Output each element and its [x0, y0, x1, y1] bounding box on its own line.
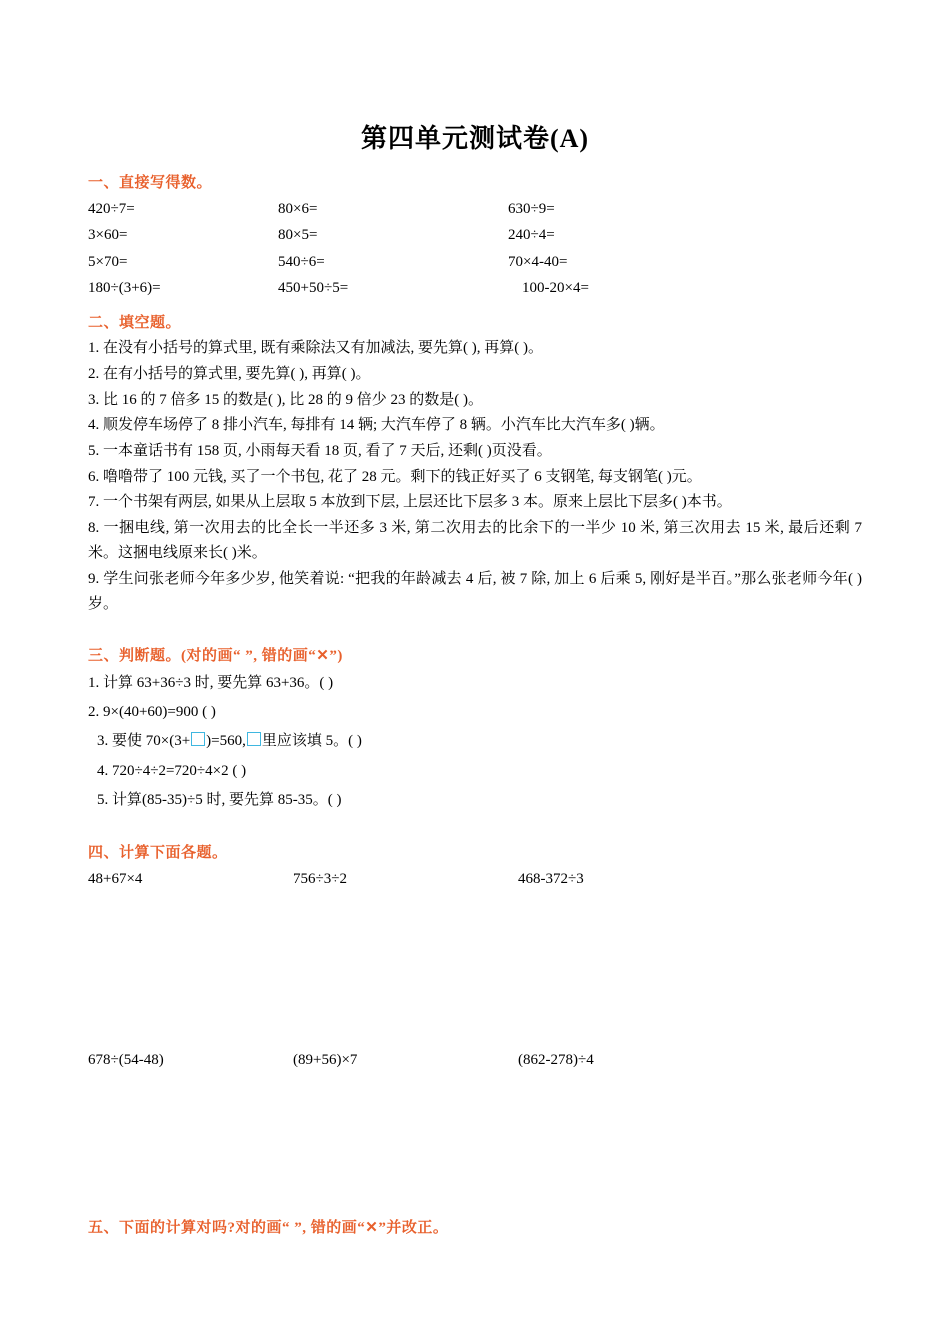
problem-cell: 180÷(3+6)= [88, 279, 161, 296]
section-three-items [88, 669, 862, 815]
question-item: 5. 计算(85-35)÷5 时, 要先算 85-35。( ) [97, 791, 342, 808]
section-two-items [88, 336, 862, 618]
question-item: 9. 学生问张老师今年多少岁, 他笑着说: “把我的年龄减去 4 后, 被 7 除, 加上 6 后乘 5, 刚好是半百。”那么张老师今年( )岁。 [88, 570, 862, 613]
problem-cell: 540÷6= [278, 253, 325, 270]
section-one-problems [88, 196, 862, 301]
question-text-part: )=560, [206, 733, 246, 750]
calc-problem: (862-278)÷4 [518, 1052, 594, 1069]
problem-cell: 420÷7= [88, 201, 135, 217]
section-three-heading-text: 三、判断题。(对的画“ ”, 错的画“✕”) [88, 647, 343, 664]
question-item: 7. 一个书架有两层, 如果从上层取 5 本放到下层, 上层还比下层多 3 本。原来上层比下层多( )本书。 [88, 494, 732, 511]
section-heading-five [88, 1216, 862, 1237]
calc-problem: (89+56)×7 [293, 1052, 358, 1069]
problem-cell: 630÷9= [508, 201, 555, 217]
calc-problem: 756÷3÷2 [293, 871, 347, 888]
question-item: 8. 一捆电线, 第一次用去的比全长一半还多 3 米, 第二次用去的比余下的一半少 10 米, 第三次用去 15 米, 最后还剩 7 米。这捆电线原来长( )米。 [88, 519, 862, 562]
section-four-row-one [88, 866, 862, 893]
question-item: 3. 比 16 的 7 倍多 15 的数是( ), 比 28 的 9 倍少 23 的数是( )。 [88, 391, 483, 408]
question-item: 2. 在有小括号的算式里, 要先算( ), 再算( )。 [88, 365, 371, 382]
question-text-part: 3. 要使 70×(3+ [97, 733, 191, 750]
section-five-heading-text: 五、下面的计算对吗?对的画“ ”, 错的画“✕”并改正。 [88, 1220, 449, 1237]
answer-box-icon [247, 732, 261, 746]
calc-problem: 468-372÷3 [518, 871, 584, 888]
problem-cell: 450+50÷5= [278, 279, 349, 296]
calc-problem: 48+67×4 [88, 871, 143, 888]
question-item: 1. 计算 63+36÷3 时, 要先算 63+36。( ) [88, 674, 334, 691]
question-item [88, 727, 862, 756]
question-text-part: 里应该填 5。( ) [261, 733, 362, 750]
answer-box-icon [191, 732, 205, 746]
section-heading-three [88, 644, 862, 665]
work-space-area [88, 1074, 862, 1186]
question-item: 1. 在没有小括号的算式里, 既有乘除法又有加减法, 要先算( ), 再算( )。 [88, 340, 543, 356]
problem-cell: 100-20×4= [522, 279, 589, 296]
question-item: 6. 噜噜带了 100 元钱, 买了一个书包, 花了 28 元。剩下的钱正好买了 6 支钢笔, 每支钢笔( )元。 [88, 468, 702, 485]
problem-cell: 80×5= [278, 227, 318, 244]
page-title: 第四单元测试卷(A) [360, 124, 590, 153]
problem-cell: 3×60= [88, 227, 128, 244]
calc-problem: 678÷(54-48) [88, 1052, 164, 1069]
section-heading-four: 四、计算下面各题。 [88, 845, 228, 862]
section-four-row-two [88, 1047, 862, 1074]
problem-cell: 5×70= [88, 253, 128, 270]
problem-cell: 240÷4= [508, 227, 555, 244]
question-item: 4. 顺发停车场停了 8 排小汽车, 每排有 14 辆; 大汽车停了 8 辆。小汽车比大汽车多( )辆。 [88, 417, 665, 434]
question-item: 5. 一本童话书有 158 页, 小雨每天看 18 页, 看了 7 天后, 还剩( )页没看。 [88, 443, 552, 460]
work-space-area [88, 893, 862, 1045]
problem-cell: 70×4-40= [508, 253, 568, 270]
problem-cell: 80×6= [278, 201, 318, 217]
question-item: 2. 9×(40+60)=900 ( ) [88, 704, 216, 721]
section-heading-two: 二、填空题。 [88, 315, 182, 331]
section-heading-one: 一、直接写得数。 [88, 175, 213, 191]
question-item: 4. 720÷4÷2=720÷4×2 ( ) [97, 762, 247, 779]
